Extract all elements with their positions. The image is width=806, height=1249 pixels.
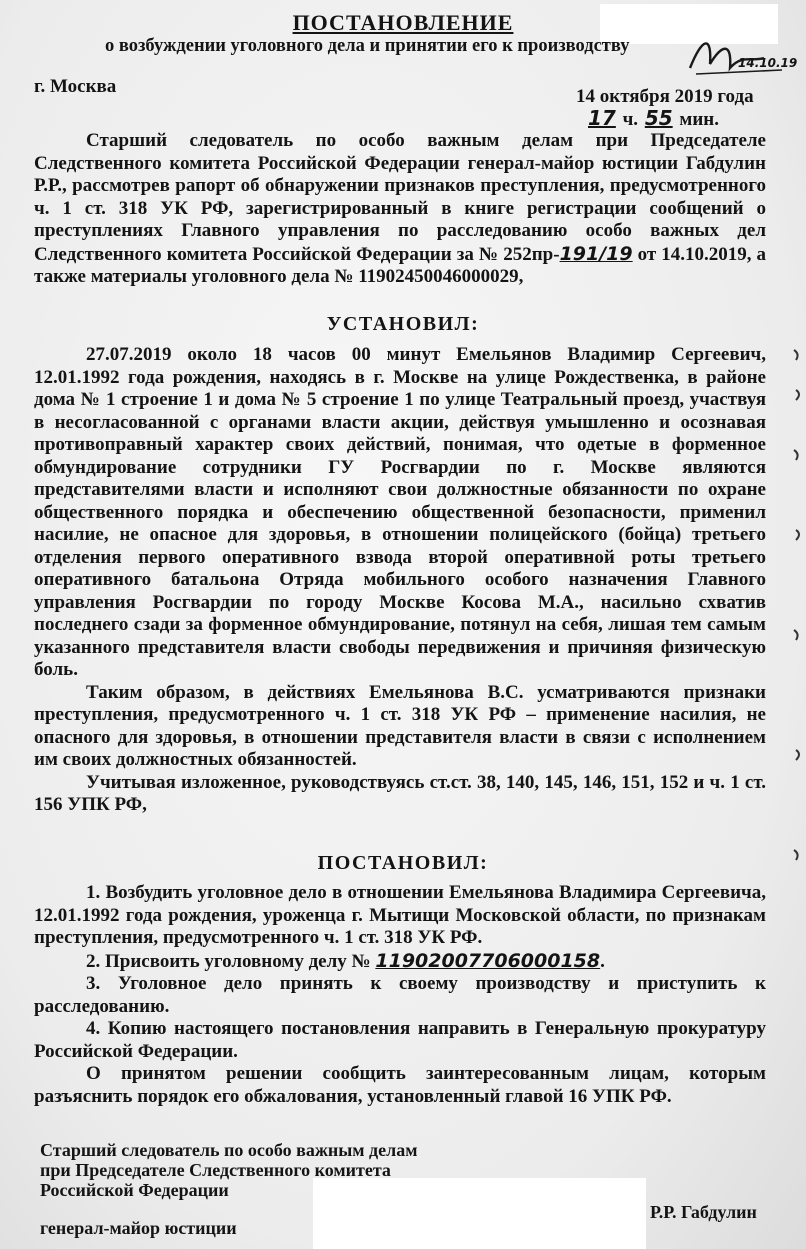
signature-name: Р.Р. Габдулин bbox=[650, 1202, 757, 1222]
established-paragraph-1: 27.07.2019 около 18 часов 00 минут Емельянов Владимир Сергеевич, 12.01.1992 года рождения, находясь в г. Москве на улице Рождественка, в районе дома № 1 строение 1 и дома № 5 строение 1 по улице Театральный проезд, участвуя в несогласованной с органами власти акции, действуя умышленно и осознавая противоправный характер своих действий, понимая, что одетые в форменное обмундирование сотрудники ГУ Росгвардии по г. Москве являются представителями власти и исполняют свои должностные обязанности по охране общественного порядка и обеспечению общественной безопасности, применил насилие, не опасное для здоровья, в отношении полицейского (бойца) третьего отделения первого оперативного взвода второй оперативной роты третьего оперативного батальона Отряда мобильного особого назначения Главного управления Росгвардии по городу Москве Косова М.А., насильно схватив последнего сзади за форменное обмундирование, потянул на себя, лишая тем самым указанного представителя власти свободы передвижения и причиняя физическую боль. bbox=[34, 344, 766, 680]
resolved-notice: О принятом решении сообщить заинтересованным лицам, которым разъяснить порядок его обжалования, установленный главой 16 УПК РФ. bbox=[34, 1063, 766, 1107]
time-hours-unit: ч. bbox=[622, 109, 639, 130]
established-section bbox=[34, 344, 766, 817]
document-title: ПОСТАНОВЛЕНИЕ bbox=[292, 10, 514, 35]
resolved-item-1: 1. Возбудить уголовное дело в отношении Емельянова Владимира Сергеевича, 12.01.1992 года рождения, уроженца г. Мытищи Московской области, по признакам преступления, предусмотренного ч. 1 ст. 318 УК РФ. bbox=[34, 882, 766, 948]
intro-text-end: от 14.10.2019, а также материалы уголовного дела № 11902450046000029, bbox=[34, 243, 766, 287]
time-minutes-unit: мин. bbox=[679, 109, 719, 130]
signature-line-2: при Председателе Следственного комитета bbox=[40, 1160, 391, 1180]
handwritten-case-number: 11902007706000158 bbox=[375, 949, 601, 972]
corner-signature-mark bbox=[682, 24, 802, 86]
resolved-item-2 bbox=[34, 950, 766, 974]
established-paragraph-2: Таким образом, в действиях Емельянова В.С. усматриваются признаки преступления, предусмотренного ч. 1 ст. 318 УК РФ – применение насилия, не опасного для здоровья, в отношении представителя власти в связи с исполнением им своих должностных обязанностей. bbox=[34, 681, 766, 770]
resolved-item-2-text: 2. Присвоить уголовному делу № bbox=[86, 950, 376, 972]
document-time bbox=[586, 106, 719, 131]
established-paragraph-3: Учитывая изложенное, руководствуясь ст.ст. 38, 140, 145, 146, 151, 152 и ч. 1 ст. 156 УПК РФ, bbox=[34, 771, 766, 815]
resolved-section bbox=[34, 882, 766, 1108]
signature-line-1: Старший следователь по особо важным делам bbox=[40, 1140, 418, 1160]
time-minutes: 55 bbox=[644, 106, 673, 130]
corner-date-note: 14.10.19 bbox=[738, 56, 798, 70]
signature-line-3: Российской Федерации bbox=[40, 1180, 229, 1200]
signature-rank: генерал-майор юстиции bbox=[40, 1218, 237, 1238]
intro-text: Старший следователь по особо важным делам при Председателе Следственного комитета Российской Федерации генерал-майор юстиции Габдулин Р.Р., рассмотрев рапорт об обнаружении признаков преступления, предусмотренного ч. 1 ст. 318 УК РФ, зарегистрированный в книге регистрации сообщений о преступлениях Главного управления по расследованию особо важных дел Следственного комитета Российской Федерации за № 252пр- bbox=[34, 130, 766, 265]
heading-established: УСТАНОВИЛ: bbox=[326, 313, 480, 335]
document-subtitle: о возбуждении уголовного дела и принятии его к производству bbox=[105, 36, 630, 56]
resolved-item-3: 3. Уголовное дело принять к своему производству и приступить к расследованию. bbox=[34, 973, 766, 1017]
heading-resolved: ПОСТАНОВИЛ: bbox=[317, 852, 489, 874]
resolved-item-2-suffix: . bbox=[600, 950, 605, 972]
resolved-item-4: 4. Копию настоящего постановления направить в Генеральную прокуратуру Российской Федерации. bbox=[34, 1018, 766, 1062]
margin-marks bbox=[788, 330, 806, 890]
handwritten-registration-number: 191/19 bbox=[559, 242, 633, 265]
intro-paragraph bbox=[34, 130, 766, 289]
city-label: г. Москва bbox=[34, 76, 117, 97]
time-hours: 17 bbox=[588, 106, 616, 130]
document-date: 14 октября 2019 года bbox=[576, 86, 754, 107]
signature-block bbox=[40, 1140, 418, 1200]
